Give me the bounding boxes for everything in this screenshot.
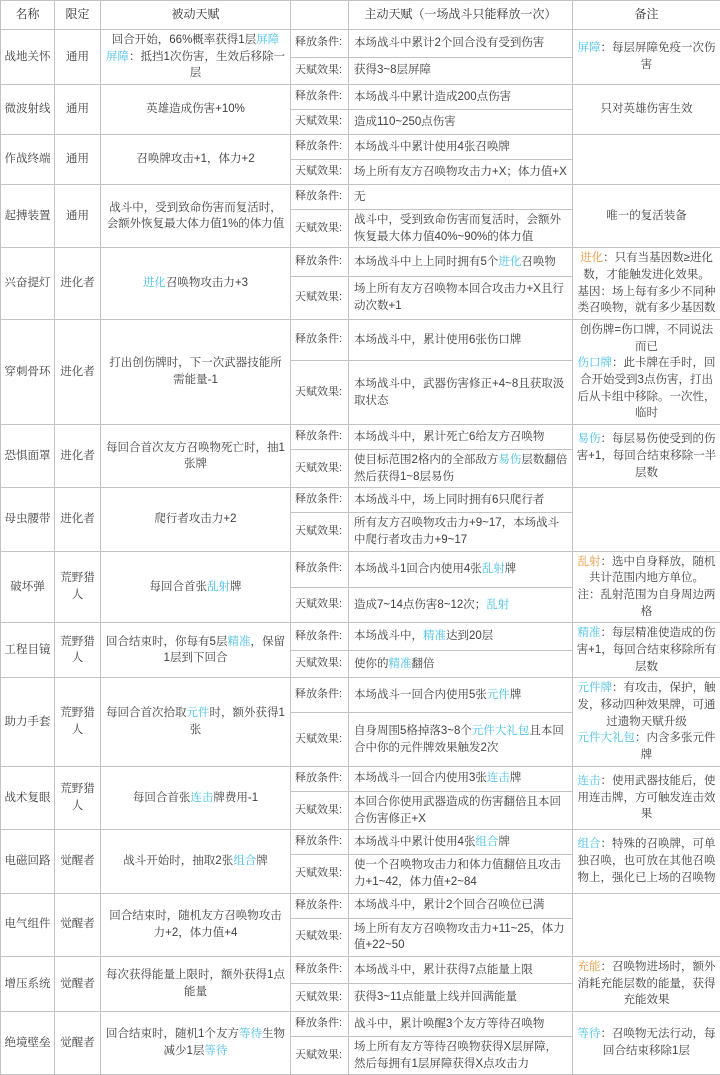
note-cell: 精准：每层精准使造成的伤害+1，每回合结束移除所有层数 <box>573 623 720 678</box>
note-cell <box>573 135 720 185</box>
effect-text: 本回合你使用武器造成的伤害翻倍且本回合伤害修正+X <box>349 791 573 829</box>
passive-talent-cell: 回合结束时，随机友方召唤物攻击力+2，体力值+4 <box>101 893 291 956</box>
table-row <box>1 248 720 276</box>
note-cell: 唯一的复活装备 <box>573 185 720 248</box>
header-notes: 备注 <box>573 1 720 30</box>
condition-text: 本场战斗一回合内使用5张元件牌 <box>349 678 573 713</box>
note-cell: 组合：特殊的召唤牌，可单独召唤，也可放在其他召唤物上，强化已上场的召唤物 <box>573 830 720 893</box>
effect-text: 场上所有友方等待召唤物获得X层屏障，然后每拥有1层屏障获得X点攻击力 <box>349 1036 573 1074</box>
keyword-highlight: 屏障 <box>106 51 129 63</box>
note-cell: 屏障：每层屏障免疫一次伤害 <box>573 30 720 85</box>
table-row <box>1 185 720 210</box>
passive-talent-cell: 爬行者攻击力+2 <box>101 488 291 551</box>
effect-text: 所有友方召唤物攻击力+9~17，本场战斗中爬行者攻击力+9~17 <box>349 513 573 551</box>
item-name-cell: 穿刺骨环 <box>1 320 55 425</box>
restriction-cell: 荒野猎人 <box>55 551 101 623</box>
condition-text: 本场战斗中，场上同时拥有6只爬行者 <box>349 488 573 513</box>
effect-text: 自身周围5格掉落3~8个元件大礼包且本回合中你的元件牌效果触发2次 <box>349 713 573 767</box>
table-row <box>1 678 720 713</box>
effect-text: 获得3~11点能量上线并回满能量 <box>349 984 573 1012</box>
note-cell: 等待：召唤物无法行动，每回合结束移除1层 <box>573 1011 720 1074</box>
condition-label: 释放条件: <box>291 425 349 450</box>
effect-text: 获得3~8层屏障 <box>349 57 573 85</box>
keyword-highlight-alt: 进化 <box>580 252 603 264</box>
keyword-highlight: 进化 <box>143 277 166 289</box>
note-cell: 易伤：每层易伤使受到的伤害+1，每回合结束移除一半层数 <box>573 425 720 488</box>
effect-label: 天赋效果: <box>291 855 349 893</box>
restriction-cell: 通用 <box>55 30 101 85</box>
restriction-cell: 进化者 <box>55 488 101 551</box>
keyword-highlight: 组合 <box>475 836 498 848</box>
effect-text: 使目标范围2格内的全部敌方易伤层数翻倍然后获得1~8层易伤 <box>349 450 573 488</box>
condition-text: 本场战斗中累计使用4张召唤牌 <box>349 135 573 160</box>
condition-label: 释放条件: <box>291 678 349 713</box>
header-restriction: 限定 <box>55 1 101 30</box>
effect-text: 本场战斗中，武器伤害修正+4~8且获取汲取状态 <box>349 361 573 425</box>
keyword-highlight: 组合 <box>578 838 601 850</box>
keyword-highlight: 乱射 <box>482 563 505 575</box>
keyword-highlight: 等待 <box>204 1045 227 1057</box>
effect-text: 使你的精准翻倍 <box>349 650 573 678</box>
restriction-cell: 荒野猎人 <box>55 678 101 766</box>
table-row <box>1 956 720 984</box>
header-active: 主动天赋（一场战斗只能释放一次） <box>349 1 573 30</box>
item-name-cell: 兴奋提灯 <box>1 248 55 320</box>
effect-text: 场上所有友方召唤物攻击力+11~25，体力值+22~50 <box>349 918 573 956</box>
item-name-cell: 增压系统 <box>1 956 55 1011</box>
condition-label: 释放条件: <box>291 135 349 160</box>
restriction-cell: 通用 <box>55 185 101 248</box>
passive-talent-cell: 每回合首张连击牌费用-1 <box>101 766 291 829</box>
condition-label: 释放条件: <box>291 30 349 58</box>
keyword-highlight: 元件大礼包 <box>472 725 530 737</box>
table-row <box>1 893 720 918</box>
condition-label: 释放条件: <box>291 85 349 110</box>
table-row <box>1 425 720 450</box>
condition-text: 本场战斗中累计使用4张组合牌 <box>349 830 573 855</box>
keyword-highlight: 等待 <box>578 1028 601 1040</box>
condition-text: 本场战斗中，精准达到20层 <box>349 623 573 651</box>
effect-label: 天赋效果: <box>291 361 349 425</box>
condition-label: 释放条件: <box>291 1011 349 1036</box>
table-row <box>1 85 720 110</box>
table-row <box>1 766 720 791</box>
passive-talent-cell: 打出创伤牌时，下一次武器技能所需能量-1 <box>101 320 291 425</box>
table-row <box>1 488 720 513</box>
condition-text: 本场战斗中，累计死亡6给友方召唤物 <box>349 425 573 450</box>
keyword-highlight: 元件 <box>487 689 510 701</box>
passive-talent-cell: 战斗开始时，抽取2张组合牌 <box>101 830 291 893</box>
keyword-highlight: 连击 <box>578 775 601 787</box>
condition-text: 本场战斗中上上同时拥有5个进化召唤物 <box>349 248 573 276</box>
item-name-cell: 起搏装置 <box>1 185 55 248</box>
keyword-highlight: 连击 <box>190 792 213 804</box>
condition-label: 释放条件: <box>291 488 349 513</box>
item-name-cell: 战术复眼 <box>1 766 55 829</box>
keyword-highlight: 屏障 <box>256 34 279 46</box>
condition-text: 无 <box>349 185 573 210</box>
keyword-highlight: 屏障 <box>578 42 601 54</box>
note-cell: 只对英雄伤害生效 <box>573 85 720 135</box>
table-row <box>1 30 720 58</box>
table-row <box>1 551 720 587</box>
condition-text: 本场战斗中累计造成200点伤害 <box>349 85 573 110</box>
condition-label: 释放条件: <box>291 956 349 984</box>
restriction-cell: 荒野猎人 <box>55 766 101 829</box>
effect-text: 使一个召唤物攻击力和体力值翻倍且攻击力+1~42，体力值+2~84 <box>349 855 573 893</box>
passive-talent-cell: 每回合首次友方召唤物死亡时，抽1张牌 <box>101 425 291 488</box>
restriction-cell: 觉醒者 <box>55 893 101 956</box>
header-name: 名称 <box>1 1 55 30</box>
keyword-highlight: 精准 <box>389 658 412 670</box>
passive-talent-cell: 每次获得能量上限时，额外获得1点能量 <box>101 956 291 1011</box>
item-name-cell: 战地关怀 <box>1 30 55 85</box>
keyword-highlight: 乱射 <box>207 581 230 593</box>
effect-text: 造成110~250点伤害 <box>349 110 573 135</box>
keyword-highlight: 精准 <box>578 627 601 639</box>
restriction-cell: 进化者 <box>55 248 101 320</box>
condition-text: 本场战斗一回合内使用3张连击牌 <box>349 766 573 791</box>
table-row <box>1 623 720 651</box>
note-cell: 连击：使用武器技能后，使用连击牌，方可触发连击效果 <box>573 766 720 829</box>
note-cell: 充能：召唤物进场时，额外消耗充能层数的能量，获得充能效果 <box>573 956 720 1011</box>
condition-label: 释放条件: <box>291 185 349 210</box>
condition-label: 释放条件: <box>291 830 349 855</box>
condition-text: 战斗中，累计唤醒3个友方等待召唤物 <box>349 1011 573 1036</box>
header-row <box>1 1 720 30</box>
effect-text: 场上所有友方召唤物攻击力+X；体力值+X <box>349 160 573 185</box>
keyword-highlight: 精准 <box>423 630 446 642</box>
keyword-highlight: 精准 <box>227 636 250 648</box>
item-name-cell: 绝境壁垒 <box>1 1011 55 1074</box>
note-cell: 进化：只有当基因数≥进化数，才能触发进化效果。 基因：场上每有多少不同种类召唤物，就有多少基因数 <box>573 248 720 320</box>
condition-label: 释放条件: <box>291 766 349 791</box>
header-passive: 被动天赋 <box>101 1 291 30</box>
condition-text: 本场战斗中，累计使用6张伤口牌 <box>349 320 573 361</box>
effect-label: 天赋效果: <box>291 918 349 956</box>
effect-label: 天赋效果: <box>291 210 349 248</box>
keyword-highlight: 易伤 <box>578 433 601 445</box>
keyword-highlight: 乱射 <box>486 599 509 611</box>
item-name-cell: 破坏弹 <box>1 551 55 623</box>
effect-label: 天赋效果: <box>291 587 349 623</box>
effect-label: 天赋效果: <box>291 276 349 319</box>
passive-talent-cell: 回合开始，66%概率获得1层屏障 屏障：抵挡1次伤害，生效后移除一层 <box>101 30 291 85</box>
keyword-highlight: 元件 <box>187 707 210 719</box>
item-name-cell: 恐惧面罩 <box>1 425 55 488</box>
condition-label: 释放条件: <box>291 551 349 587</box>
effect-label: 天赋效果: <box>291 713 349 767</box>
restriction-cell: 通用 <box>55 135 101 185</box>
effect-label: 天赋效果: <box>291 513 349 551</box>
passive-talent-cell: 每回合首次拾取元件时，额外获得1张 <box>101 678 291 766</box>
effect-label: 天赋效果: <box>291 57 349 85</box>
keyword-highlight: 组合 <box>233 855 256 867</box>
condition-label: 释放条件: <box>291 320 349 361</box>
restriction-cell: 觉醒者 <box>55 830 101 893</box>
keyword-highlight: 元件大礼包 <box>578 732 636 744</box>
note-cell: 乱射：选中自身释放，随机共计范围内地方单位。 注：乱射范围为自身周边两格 <box>573 551 720 623</box>
effect-label: 天赋效果: <box>291 791 349 829</box>
keyword-highlight: 连击 <box>487 772 510 784</box>
passive-talent-cell: 召唤牌攻击+1，体力+2 <box>101 135 291 185</box>
keyword-highlight-alt: 充能 <box>578 961 601 973</box>
effect-text: 造成7~14点伤害8~12次；乱射 <box>349 587 573 623</box>
keyword-highlight: 元件牌 <box>578 682 613 694</box>
restriction-cell: 进化者 <box>55 425 101 488</box>
passive-talent-cell: 战斗中，受到致命伤害而复活时，会额外恢复最大体力值1%的体力值 <box>101 185 291 248</box>
restriction-cell: 通用 <box>55 85 101 135</box>
effect-label: 天赋效果: <box>291 110 349 135</box>
condition-text: 本场战斗中，累计获得7点能量上限 <box>349 956 573 984</box>
keyword-highlight: 伤口牌 <box>578 357 613 369</box>
passive-talent-cell: 每回合首张乱射牌 <box>101 551 291 623</box>
effect-label: 天赋效果: <box>291 984 349 1012</box>
restriction-cell: 觉醒者 <box>55 1011 101 1074</box>
keyword-highlight: 进化 <box>498 256 521 268</box>
effect-label: 天赋效果: <box>291 1036 349 1074</box>
note-cell: 创伤牌=伤口牌，不同说法而已 伤口牌：此卡牌在手时，回合开始受到3点伤害，打出后从卡组中移除。一次性，临时 <box>573 320 720 425</box>
condition-label: 释放条件: <box>291 893 349 918</box>
passive-talent-cell: 回合结束时，你每有5层精准，保留1层到下回合 <box>101 623 291 678</box>
restriction-cell: 进化者 <box>55 320 101 425</box>
passive-talent-cell: 回合结束时，随机1个友方等待生物减少1层等待 <box>101 1011 291 1074</box>
item-name-cell: 母虫腰带 <box>1 488 55 551</box>
keyword-highlight-alt: 乱射 <box>578 556 601 568</box>
restriction-cell: 荒野猎人 <box>55 623 101 678</box>
table-row <box>1 135 720 160</box>
condition-text: 本场战斗中，累计2个回合召唤位已满 <box>349 893 573 918</box>
condition-text: 本场战斗中累计2个回合没有受到伤害 <box>349 30 573 58</box>
condition-label: 释放条件: <box>291 248 349 276</box>
item-name-cell: 助力手套 <box>1 678 55 766</box>
note-cell <box>573 893 720 956</box>
passive-talent-cell: 进化召唤物攻击力+3 <box>101 248 291 320</box>
table-row <box>1 320 720 361</box>
item-name-cell: 电磁回路 <box>1 830 55 893</box>
effect-label: 天赋效果: <box>291 650 349 678</box>
item-name-cell: 工程目镜 <box>1 623 55 678</box>
keyword-highlight: 易伤 <box>498 454 521 466</box>
effect-text: 场上所有友方召唤物本回合攻击力+X且行动次数+1 <box>349 276 573 319</box>
item-name-cell: 电气组件 <box>1 893 55 956</box>
keyword-highlight: 等待 <box>239 1028 262 1040</box>
condition-text: 本场战斗1回合内使用4张乱射牌 <box>349 551 573 587</box>
effect-label: 天赋效果: <box>291 450 349 488</box>
effect-label: 天赋效果: <box>291 160 349 185</box>
effect-text: 战斗中，受到致命伤害而复活时，会额外恢复最大体力值40%~90%的体力值 <box>349 210 573 248</box>
table-row <box>1 1011 720 1036</box>
note-cell: 元件牌：有攻击，保护，触发，移动四种效果牌，可通过遗物天赋升级 元件大礼包：内含多张元件牌 <box>573 678 720 766</box>
item-name-cell: 微波射线 <box>1 85 55 135</box>
header-spacer <box>291 1 349 30</box>
table-row <box>1 830 720 855</box>
passive-talent-cell: 英雄造成伤害+10% <box>101 85 291 135</box>
item-name-cell: 作战终端 <box>1 135 55 185</box>
restriction-cell: 觉醒者 <box>55 956 101 1011</box>
note-cell <box>573 488 720 551</box>
condition-label: 释放条件: <box>291 623 349 651</box>
